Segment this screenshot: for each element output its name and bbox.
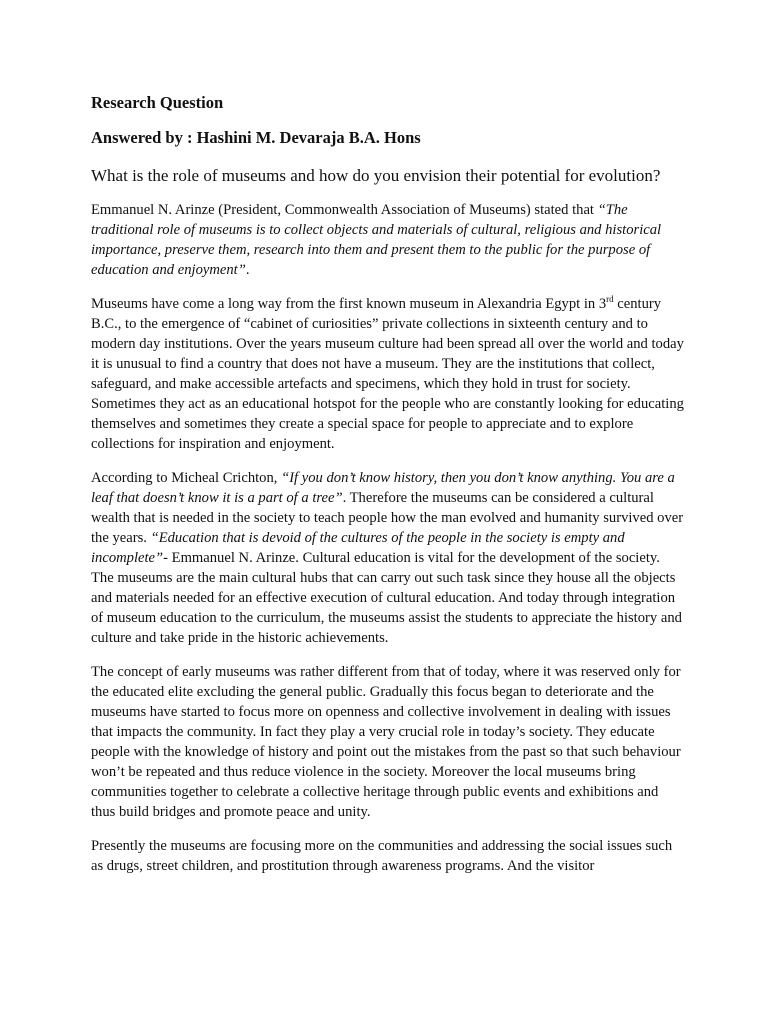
p1-quote: “The traditional role of museums is to collect objects and materials of cultural, religious and historical importance, preserve them, research into them and present them to the public for the purpose of education and enjoyment”: [91, 202, 662, 278]
p1-end: .: [245, 262, 250, 278]
p2-text-a: Museums have come a long way from the first known museum in Alexandria Egypt in 3: [91, 296, 607, 312]
paragraph-3: [91, 468, 684, 648]
author-line: Answered by : Hashini M. Devaraja B.A. Hons: [91, 128, 421, 147]
p2-text-b: century B.C., to the emergence of “cabinet of curiosities” private collections in sixteenth century and to modern day institutions. Over the years museum culture had been spread all over the world and today it is unusual to find a country that does not have a museum. They are the institutions that collect, safeguard, and make accessible artefacts and specimens, which they hold in trust for society. Sometimes they act as an educational hotspot for the people who are constantly looking for educating themselves and sometimes they create a special space for people to appreciate and to explore collections for inspiration and enjoyment.: [91, 296, 684, 452]
paragraph-5: Presently the museums are focusing more on the communities and addressing the social issues such as drugs, street children, and prostitution through awareness programs. And the visitor: [91, 838, 673, 874]
p3-text-b: . Therefore the museums can be considered a cultural wealth that is needed in the society to teach people how the man evolved and humanity survived over the years.: [91, 490, 684, 546]
p3-quote-1: “If you don’t know history, then you don’t know anything. You are a leaf that doesn’t know it is a part of a tree”: [91, 470, 675, 506]
paragraph-4: The concept of early museums was rather different from that of today, where it was reserved only for the educated elite excluding the general public. Gradually this focus began to deteriorate and the museums have started to focus more on openness and collective involvement in dealing with issues that impacts the community. In fact they play a very crucial role in today’s society. They educate people with the knowledge of history and point out the mistakes from the past so that such behaviour won’t be repeated and thus reduce violence in the society. Moreover the local museums bring communities together to celebrate a collective heritage through public events and exhibitions and thus build bridges and promote peace and unity.: [91, 664, 681, 820]
p1-text: Emmanuel N. Arinze (President, Commonwealth Association of Museums) stated that: [91, 202, 598, 218]
heading: Research Question: [91, 93, 224, 112]
p3-text-c: - Emmanuel N. Arinze. Cultural education is vital for the development of the society. The museums are the main cultural hubs that can carry out such task since they house all the objects and materials needed for an effective execution of cultural education. And today through integration of museum education to the curriculum, the museums assist the students to appreciate the history and culture and take pride in the historic achievements.: [91, 550, 682, 646]
paragraph-1: [91, 200, 684, 280]
p3-text-a: According to Micheal Crichton,: [91, 470, 282, 486]
p2-superscript: rd: [606, 294, 614, 305]
p3-quote-2: “Education that is devoid of the cultures of the people in the society is empty and incomplete”: [91, 530, 625, 566]
paragraph-2: [91, 294, 684, 454]
research-question: What is the role of museums and how do you envision their potential for evolution?: [91, 166, 661, 185]
